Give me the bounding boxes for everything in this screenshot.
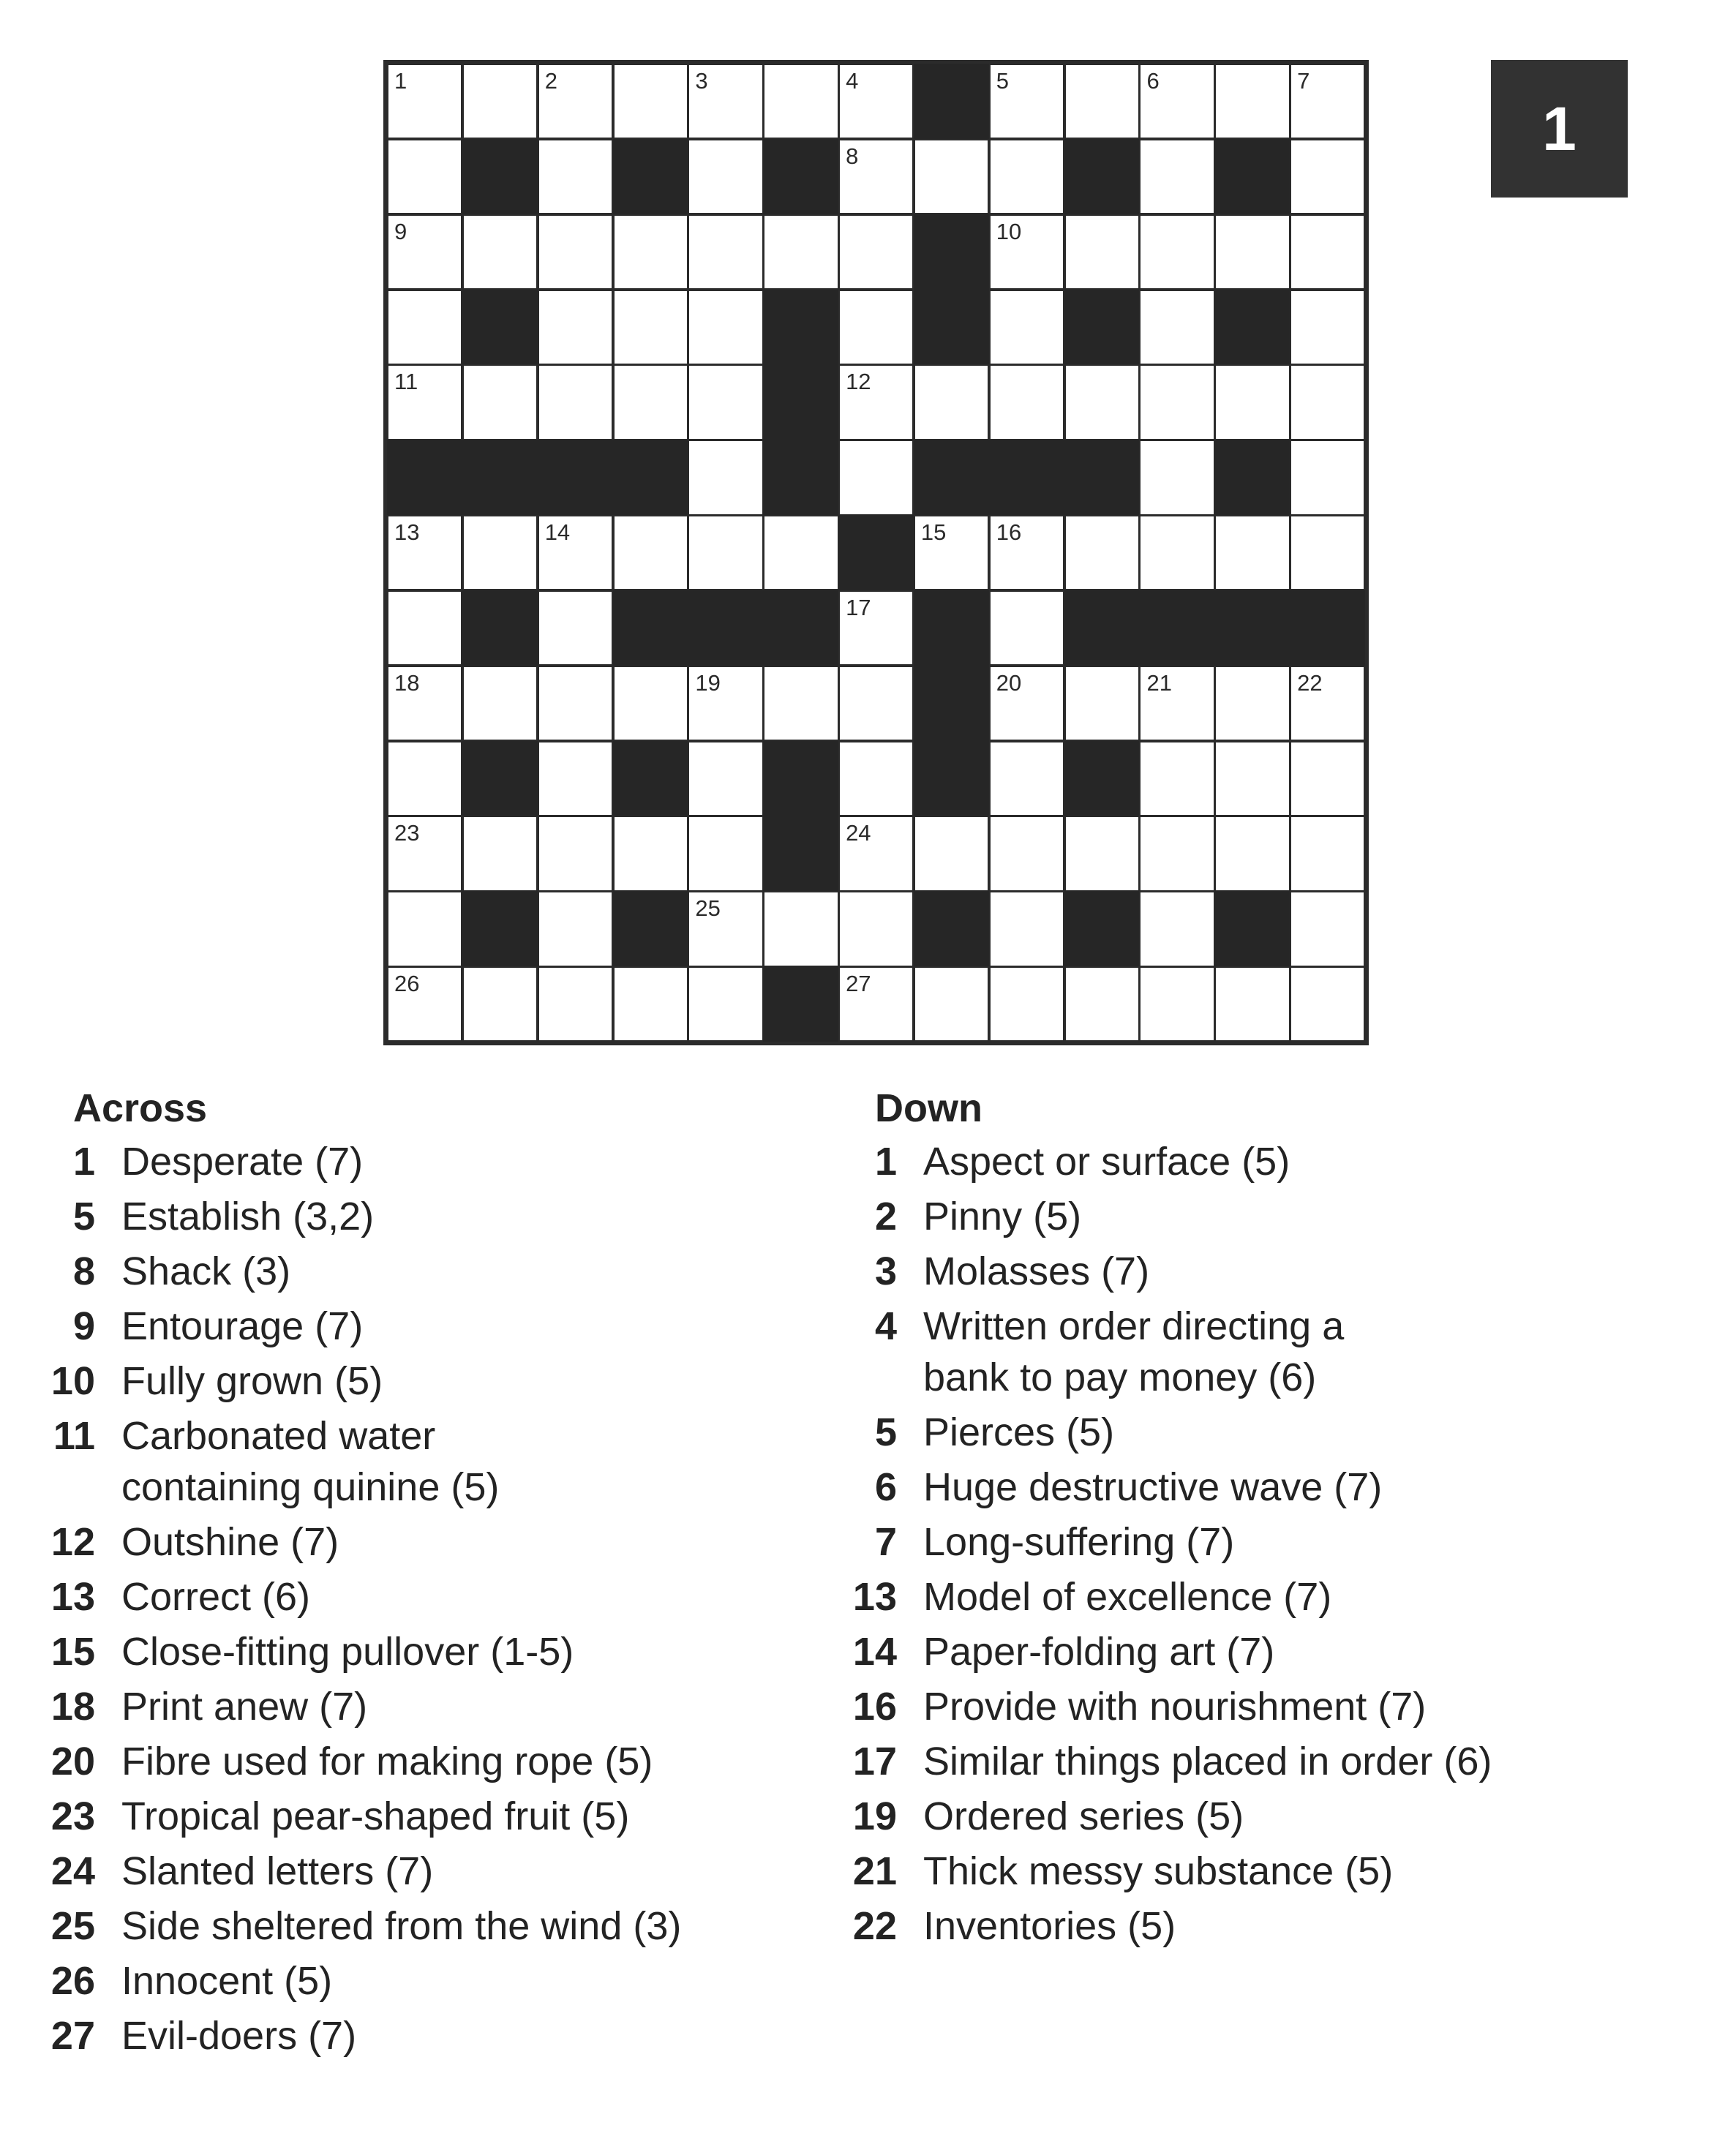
grid-cell[interactable] [1214, 364, 1290, 440]
clue-number: 15 [50, 1630, 95, 1674]
clue-text: Print anew (7) [121, 1685, 368, 1729]
grid-cell[interactable] [914, 515, 989, 590]
clue-number: 23 [50, 1794, 95, 1838]
across-clue [29, 1571, 849, 1626]
clue-number: 3 [874, 1249, 897, 1293]
grid-block [462, 290, 538, 365]
clue-text: Pinny (5) [923, 1195, 1082, 1238]
cell-number: 8 [846, 143, 859, 169]
grid-cell[interactable] [688, 515, 763, 590]
grid-cell[interactable] [1214, 741, 1290, 816]
clue-number: 21 [852, 1849, 897, 1893]
grid-cell[interactable] [1290, 214, 1365, 290]
grid-block [462, 590, 538, 666]
cell-number: 2 [544, 68, 557, 94]
grid-cell[interactable] [538, 290, 613, 365]
across-clue [29, 2010, 849, 2065]
down-heading: Down [875, 1086, 982, 1130]
clue-text: Fully grown (5) [121, 1359, 383, 1403]
grid-block [1214, 590, 1290, 666]
grid-block [914, 666, 989, 741]
grid-cell[interactable] [538, 364, 613, 440]
cell-number: 23 [394, 820, 420, 846]
grid-cell[interactable] [1214, 966, 1290, 1042]
clue-number: 1 [874, 1140, 897, 1184]
grid-cell[interactable] [989, 891, 1064, 966]
grid-cell[interactable] [688, 666, 763, 741]
grid-cell[interactable] [1290, 290, 1365, 365]
grid-cell[interactable] [688, 214, 763, 290]
clue-number: 5 [874, 1410, 897, 1454]
clue-text: Tropical pear-shaped fruit (5) [121, 1794, 630, 1838]
down-clue-list [831, 1136, 1709, 1955]
across-clue [29, 1900, 849, 1955]
grid-block [914, 214, 989, 290]
grid-cell[interactable] [989, 741, 1064, 816]
grid-cell[interactable] [1064, 515, 1140, 590]
across-clue [29, 1410, 849, 1516]
grid-cell[interactable] [1290, 666, 1365, 741]
clue-number: 20 [50, 1740, 95, 1783]
down-clue [831, 1462, 1709, 1516]
grid-block [613, 440, 688, 515]
grid-block [914, 891, 989, 966]
across-clue [29, 1301, 849, 1355]
grid-cell[interactable] [387, 891, 462, 966]
grid-block [462, 891, 538, 966]
grid-cell[interactable] [688, 290, 763, 365]
grid-cell[interactable] [838, 139, 914, 214]
clue-text: Evil-doers (7) [121, 2014, 357, 2058]
grid-cell[interactable] [989, 139, 1064, 214]
grid-cell[interactable] [613, 290, 688, 365]
grid-cell[interactable] [387, 741, 462, 816]
grid-cell[interactable] [387, 966, 462, 1042]
grid-cell[interactable] [838, 64, 914, 139]
clue-text: Side sheltered from the wind (3) [121, 1904, 682, 1948]
clue-number: 17 [852, 1740, 897, 1783]
grid-block [613, 741, 688, 816]
grid-cell[interactable] [538, 666, 613, 741]
down-clue [831, 1681, 1709, 1736]
clue-number: 2 [874, 1195, 897, 1238]
grid-cell[interactable] [1064, 64, 1140, 139]
clue-number: 13 [50, 1575, 95, 1619]
cell-number: 21 [1146, 669, 1172, 696]
grid-cell[interactable] [462, 214, 538, 290]
cell-number: 26 [394, 971, 420, 997]
grid-cell[interactable] [1064, 364, 1140, 440]
clue-text: Pierces (5) [923, 1410, 1115, 1454]
grid-cell[interactable] [1290, 64, 1365, 139]
clue-text: Slanted letters (7) [121, 1849, 434, 1893]
cell-number: 22 [1297, 669, 1323, 696]
clue-number: 6 [874, 1465, 897, 1509]
grid-cell[interactable] [1214, 64, 1290, 139]
clue-number: 5 [72, 1195, 95, 1238]
cell-number: 15 [920, 519, 947, 546]
grid-block [1290, 590, 1365, 666]
across-clue-list [29, 1136, 849, 2065]
grid-block [763, 440, 838, 515]
grid-block [914, 290, 989, 365]
clue-text: Molasses (7) [923, 1249, 1150, 1293]
grid-cell[interactable] [1139, 741, 1214, 816]
grid-cell[interactable] [1139, 891, 1214, 966]
clue-text: Entourage (7) [121, 1304, 364, 1348]
grid-cell[interactable] [688, 741, 763, 816]
grid-cell[interactable] [763, 666, 838, 741]
clue-text: Close-fitting pullover (1-5) [121, 1630, 574, 1674]
grid-block [1064, 290, 1140, 365]
grid-cell[interactable] [688, 966, 763, 1042]
grid-block [613, 590, 688, 666]
grid-cell[interactable] [989, 64, 1064, 139]
grid-block [387, 440, 462, 515]
grid-cell[interactable] [387, 364, 462, 440]
grid-cell[interactable] [1139, 290, 1214, 365]
grid-block [462, 440, 538, 515]
grid-cell[interactable] [1290, 515, 1365, 590]
cell-number: 3 [695, 68, 708, 94]
clue-text: Thick messy substance (5) [923, 1849, 1394, 1893]
across-clue [29, 1246, 849, 1301]
clue-text: Paper-folding art (7) [923, 1630, 1275, 1674]
grid-cell[interactable] [1139, 364, 1214, 440]
grid-block [914, 440, 989, 515]
grid-cell[interactable] [838, 666, 914, 741]
grid-cell[interactable] [838, 816, 914, 891]
clue-text: Long-suffering (7) [923, 1520, 1235, 1564]
grid-cell[interactable] [989, 290, 1064, 365]
grid-cell[interactable] [1214, 214, 1290, 290]
grid-cell[interactable] [688, 139, 763, 214]
grid-cell[interactable] [538, 966, 613, 1042]
grid-block [1214, 139, 1290, 214]
cell-number: 20 [996, 669, 1022, 696]
grid-cell[interactable] [763, 515, 838, 590]
grid-block [763, 139, 838, 214]
across-clue [29, 1626, 849, 1681]
grid-cell[interactable] [387, 590, 462, 666]
grid-block [763, 290, 838, 365]
grid-block [914, 64, 989, 139]
grid-cell[interactable] [1139, 666, 1214, 741]
cell-number: 4 [846, 68, 859, 94]
grid-cell[interactable] [838, 364, 914, 440]
grid-cell[interactable] [613, 966, 688, 1042]
clue-text: Provide with nourishment (7) [923, 1685, 1427, 1729]
grid-block [1064, 590, 1140, 666]
cell-number: 13 [394, 519, 420, 546]
grid-cell[interactable] [989, 515, 1064, 590]
grid-cell[interactable] [914, 966, 989, 1042]
grid-cell[interactable] [462, 666, 538, 741]
grid-cell[interactable] [838, 741, 914, 816]
down-clue [831, 1136, 1709, 1191]
clue-text: Shack (3) [121, 1249, 291, 1293]
clue-number: 1 [72, 1140, 95, 1184]
clue-number: 24 [50, 1849, 95, 1893]
grid-cell[interactable] [763, 64, 838, 139]
clue-text: Carbonated water containing quinine (5) [121, 1414, 500, 1509]
clue-number: 19 [852, 1794, 897, 1838]
cell-number: 12 [846, 369, 871, 395]
grid-cell[interactable] [538, 139, 613, 214]
grid-cell[interactable] [838, 966, 914, 1042]
grid-block [688, 590, 763, 666]
clue-number: 14 [852, 1630, 897, 1674]
clue-number: 4 [874, 1304, 897, 1348]
clue-text: Establish (3,2) [121, 1195, 375, 1238]
grid-cell[interactable] [387, 64, 462, 139]
down-clue [831, 1516, 1709, 1571]
grid-cell[interactable] [763, 214, 838, 290]
down-clue [831, 1191, 1709, 1246]
clue-number: 12 [50, 1520, 95, 1564]
clue-number: 8 [72, 1249, 95, 1293]
grid-cell[interactable] [462, 364, 538, 440]
grid-block [1064, 891, 1140, 966]
grid-cell[interactable] [1139, 816, 1214, 891]
grid-cell[interactable] [1290, 364, 1365, 440]
across-clue [29, 1355, 849, 1410]
grid-cell[interactable] [989, 364, 1064, 440]
down-clue [831, 1301, 1709, 1407]
cell-number: 25 [695, 895, 721, 922]
grid-cell[interactable] [613, 364, 688, 440]
grid-cell[interactable] [387, 666, 462, 741]
clue-number: 16 [852, 1685, 897, 1729]
grid-cell[interactable] [1290, 966, 1365, 1042]
grid-cell[interactable] [1139, 139, 1214, 214]
grid-cell[interactable] [538, 214, 613, 290]
grid-cell[interactable] [989, 666, 1064, 741]
clue-number: 26 [50, 1959, 95, 2003]
down-clue [831, 1246, 1709, 1301]
grid-cell[interactable] [462, 816, 538, 891]
down-clue [831, 1791, 1709, 1846]
grid-cell[interactable] [538, 64, 613, 139]
across-clue [29, 1846, 849, 1900]
grid-cell[interactable] [1064, 966, 1140, 1042]
across-clue [29, 1136, 849, 1191]
grid-cell[interactable] [688, 816, 763, 891]
grid-block [613, 891, 688, 966]
grid-cell[interactable] [838, 290, 914, 365]
grid-cell[interactable] [914, 364, 989, 440]
clue-text: Huge destructive wave (7) [923, 1465, 1383, 1509]
grid-cell[interactable] [387, 290, 462, 365]
grid-cell[interactable] [538, 741, 613, 816]
grid-cell[interactable] [613, 816, 688, 891]
down-clue [831, 1900, 1709, 1955]
clue-text: Fibre used for making rope (5) [121, 1740, 653, 1783]
grid-block [462, 741, 538, 816]
grid-cell[interactable] [387, 139, 462, 214]
grid-cell[interactable] [1290, 891, 1365, 966]
cell-number: 16 [996, 519, 1022, 546]
grid-cell[interactable] [1064, 666, 1140, 741]
grid-cell[interactable] [1139, 64, 1214, 139]
cell-number: 24 [846, 820, 871, 846]
puzzle-number-badge: 1 [1491, 60, 1628, 198]
grid-cell[interactable] [1290, 741, 1365, 816]
grid-cell[interactable] [1214, 666, 1290, 741]
grid-cell[interactable] [989, 590, 1064, 666]
grid-cell[interactable] [613, 666, 688, 741]
clue-number: 7 [874, 1520, 897, 1564]
across-clue [29, 1736, 849, 1791]
grid-cell[interactable] [688, 891, 763, 966]
grid-cell[interactable] [1214, 515, 1290, 590]
grid-cell[interactable] [688, 364, 763, 440]
grid-block [914, 741, 989, 816]
clue-number: 9 [72, 1304, 95, 1348]
clue-text: Desperate (7) [121, 1140, 364, 1184]
clue-number: 27 [50, 2014, 95, 2058]
grid-cell[interactable] [1064, 816, 1140, 891]
cell-number: 11 [394, 369, 418, 395]
grid-cell[interactable] [1290, 139, 1365, 214]
grid-cell[interactable] [613, 515, 688, 590]
grid-block [763, 364, 838, 440]
clue-number: 10 [50, 1359, 95, 1403]
clue-number: 18 [50, 1685, 95, 1729]
grid-block [763, 590, 838, 666]
down-clue [831, 1846, 1709, 1900]
grid-cell[interactable] [763, 891, 838, 966]
cell-number: 7 [1297, 68, 1310, 94]
clue-number: 13 [852, 1575, 897, 1619]
cell-number: 9 [394, 218, 407, 244]
grid-cell[interactable] [688, 440, 763, 515]
clue-text: Outshine (7) [121, 1520, 339, 1564]
grid-cell[interactable] [462, 515, 538, 590]
across-clue [29, 1791, 849, 1846]
clue-text: Innocent (5) [121, 1959, 333, 2003]
grid-block [1064, 741, 1140, 816]
down-clue [831, 1736, 1709, 1791]
clue-text: Written order directing a bank to pay money (6) [923, 1304, 1345, 1399]
grid-block [613, 139, 688, 214]
down-clue [831, 1407, 1709, 1462]
grid-cell[interactable] [838, 440, 914, 515]
grid-cell[interactable] [387, 816, 462, 891]
clue-text: Correct (6) [121, 1575, 311, 1619]
grid-cell[interactable] [538, 891, 613, 966]
clue-text: Ordered series (5) [923, 1794, 1244, 1838]
grid-cell[interactable] [613, 64, 688, 139]
across-clue [29, 1191, 849, 1246]
down-clue [831, 1626, 1709, 1681]
across-clue [29, 1681, 849, 1736]
grid-block [1064, 440, 1140, 515]
down-clue [831, 1571, 1709, 1626]
grid-cell[interactable] [538, 816, 613, 891]
grid-cell[interactable] [838, 891, 914, 966]
grid-cell[interactable] [914, 139, 989, 214]
grid-cell[interactable] [1139, 214, 1214, 290]
grid-cell[interactable] [1214, 816, 1290, 891]
clue-text: Inventories (5) [923, 1904, 1176, 1948]
grid-block [1214, 891, 1290, 966]
grid-cell[interactable] [914, 816, 989, 891]
grid-cell[interactable] [1139, 440, 1214, 515]
grid-cell[interactable] [989, 816, 1064, 891]
grid-block [914, 590, 989, 666]
grid-block [1214, 290, 1290, 365]
grid-cell[interactable] [462, 966, 538, 1042]
grid-cell[interactable] [688, 64, 763, 139]
cell-number: 1 [394, 68, 407, 94]
grid-block [838, 515, 914, 590]
grid-cell[interactable] [462, 64, 538, 139]
grid-cell[interactable] [1139, 515, 1214, 590]
grid-block [1214, 440, 1290, 515]
cell-number: 19 [695, 669, 721, 696]
clue-number: 11 [53, 1414, 95, 1458]
grid-cell[interactable] [387, 515, 462, 590]
across-heading: Across [73, 1086, 208, 1130]
grid-cell[interactable] [613, 214, 688, 290]
cell-number: 6 [1146, 68, 1160, 94]
cell-number: 18 [394, 669, 420, 696]
grid-cell[interactable] [838, 214, 914, 290]
grid-block [538, 440, 613, 515]
grid-cell[interactable] [1290, 816, 1365, 891]
grid-block [763, 741, 838, 816]
cell-number: 10 [996, 218, 1022, 244]
crossword-grid [383, 60, 1369, 1045]
cell-number: 17 [846, 594, 871, 620]
cell-number: 27 [846, 971, 871, 997]
grid-cell[interactable] [838, 590, 914, 666]
grid-cell[interactable] [1139, 966, 1214, 1042]
grid-block [1139, 590, 1214, 666]
grid-block [989, 440, 1064, 515]
across-clue [29, 1955, 849, 2010]
clue-number: 22 [852, 1904, 897, 1948]
clue-text: Aspect or surface (5) [923, 1140, 1290, 1184]
clue-number: 25 [50, 1904, 95, 1948]
grid-block [763, 816, 838, 891]
grid-cell[interactable] [989, 966, 1064, 1042]
grid-cell[interactable] [387, 214, 462, 290]
clue-text: Model of excellence (7) [923, 1575, 1332, 1619]
cell-number: 14 [544, 519, 571, 546]
grid-cell[interactable] [1064, 214, 1140, 290]
grid-block [763, 966, 838, 1042]
grid-cell[interactable] [538, 590, 613, 666]
grid-cell[interactable] [1290, 440, 1365, 515]
cell-number: 5 [996, 68, 1010, 94]
across-clue [29, 1516, 849, 1571]
grid-block [1064, 139, 1140, 214]
grid-block [462, 139, 538, 214]
grid-cell[interactable] [989, 214, 1064, 290]
grid-cell[interactable] [538, 515, 613, 590]
clue-text: Similar things placed in order (6) [923, 1740, 1492, 1783]
